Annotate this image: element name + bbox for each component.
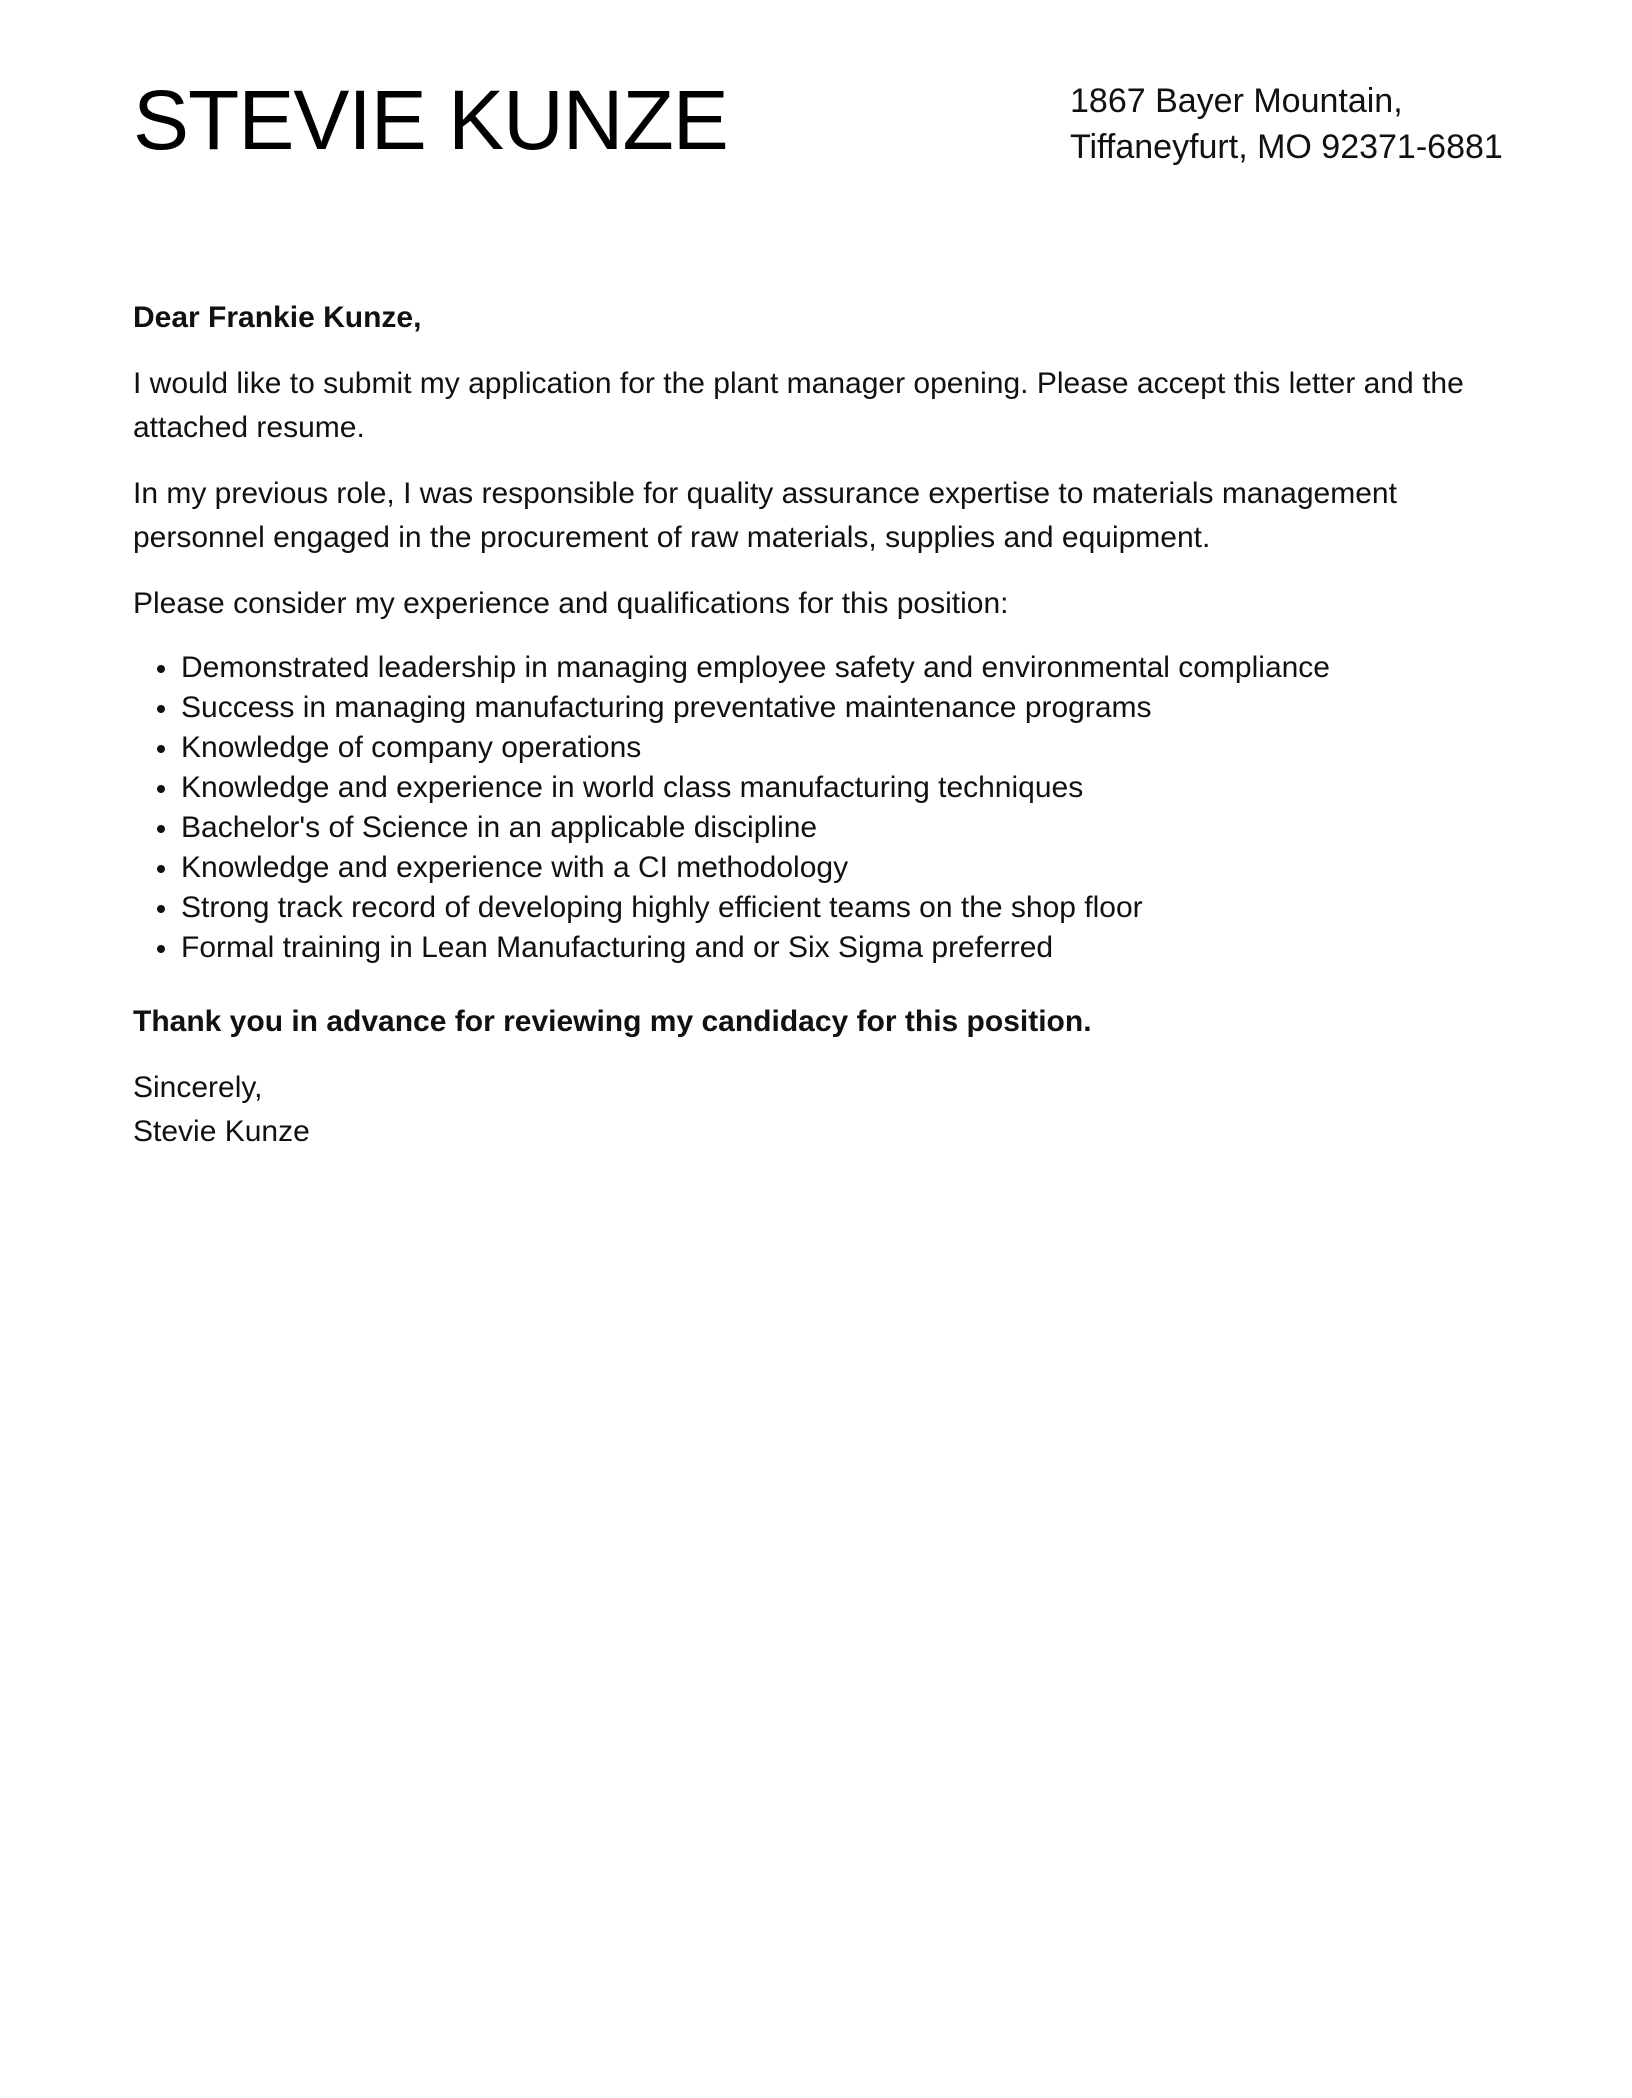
signature-name: Stevie Kunze <box>133 1115 310 1148</box>
qualifications-intro: Please consider my experience and qualifications for this position: <box>133 587 1009 620</box>
letter-body <box>133 296 1503 1154</box>
closing-statement: Thank you in advance for reviewing my candidacy for this position. <box>133 1005 1092 1038</box>
signoff: Sincerely, <box>133 1071 263 1104</box>
list-item: Demonstrated leadership in managing employee safety and environmental compliance <box>181 648 1503 688</box>
list-item: Knowledge of company operations <box>181 728 1503 768</box>
intro-paragraph: I would like to submit my application for the plant manager opening. Please accept this letter and the attached resume. <box>133 367 1464 444</box>
qualifications-list <box>133 648 1503 968</box>
sender-address <box>1070 78 1503 170</box>
address-line-2: Tiffaneyfurt, MO 92371-6881 <box>1070 128 1503 166</box>
address-line-1: 1867 Bayer Mountain, <box>1070 82 1403 120</box>
sender-name: STEVIE KUNZE <box>133 73 728 167</box>
list-item: Knowledge and experience in world class manufacturing techniques <box>181 768 1503 808</box>
salutation: Dear Frankie Kunze, <box>133 301 422 334</box>
list-item: Bachelor's of Science in an applicable discipline <box>181 808 1503 848</box>
letter-header <box>0 0 1632 200</box>
list-item: Formal training in Lean Manufacturing and or Six Sigma preferred <box>181 928 1503 968</box>
list-item: Strong track record of developing highly efficient teams on the shop floor <box>181 888 1503 928</box>
list-item: Success in managing manufacturing preventative maintenance programs <box>181 688 1503 728</box>
list-item: Knowledge and experience with a CI methodology <box>181 848 1503 888</box>
experience-paragraph: In my previous role, I was responsible for quality assurance expertise to materials management personnel engaged in the procurement of raw materials, supplies and equipment. <box>133 477 1397 554</box>
